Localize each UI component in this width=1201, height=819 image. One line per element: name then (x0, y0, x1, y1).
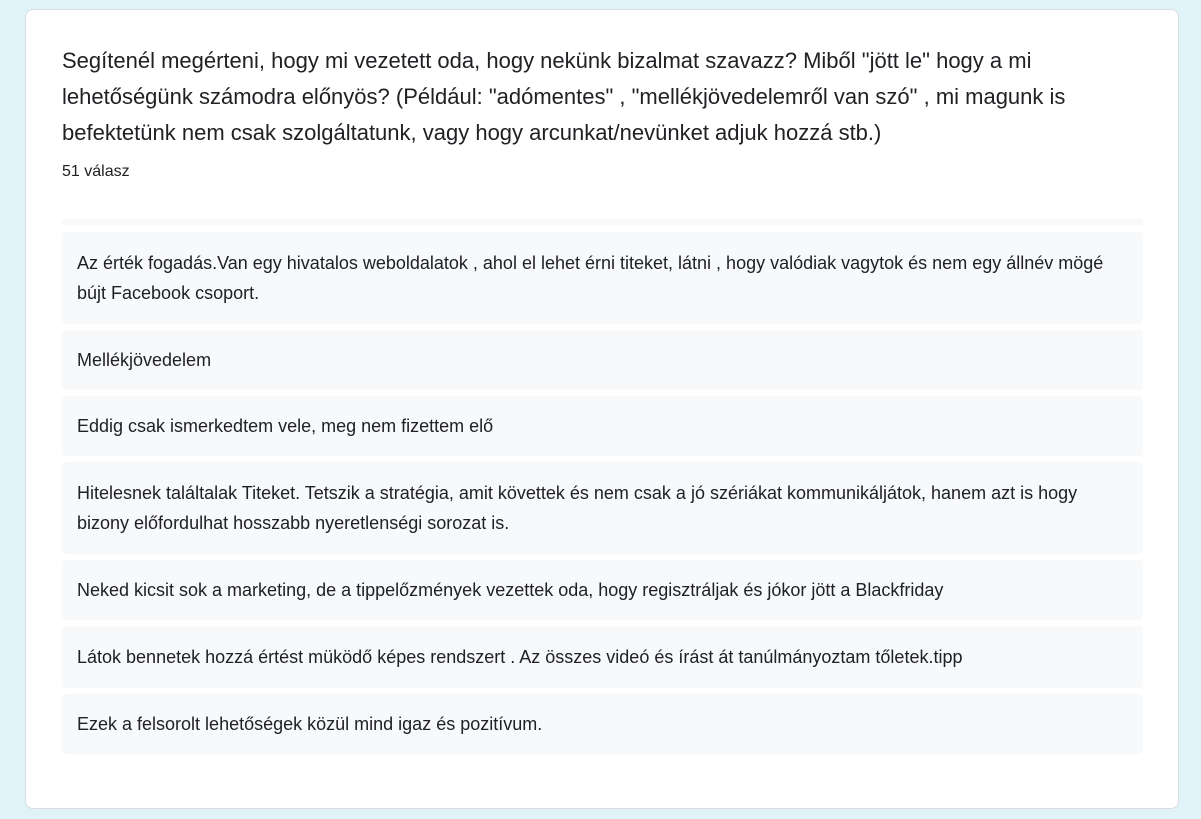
answer-item: Hitelesnek találtalak Titeket. Tetszik a stratégia, amit követtek és nem csak a jó szériákat kommunikáljátok, hanem azt is hogy bizony előfordulhat hosszabb nyeretlenségi sorozat is. (62, 462, 1143, 554)
answer-item: Eddig csak ismerkedtem vele, meg nem fizettem elő (62, 396, 1143, 456)
answer-item: Ezek a felsorolt lehetőségek közül mind igaz és pozitívum. (62, 694, 1143, 754)
answer-item: Neked kicsit sok a marketing, de a tippelőzmények vezettek oda, hogy regisztráljak és jókor jött a Blackfriday (62, 560, 1143, 620)
answer-item: Mellékjövedelem (62, 330, 1143, 390)
response-count: 51 válasz (62, 163, 130, 180)
list-scroll-edge (62, 219, 1143, 225)
answers-list[interactable] (62, 219, 1143, 819)
question-card (25, 9, 1179, 809)
answer-item: Az érték fogadás.Van egy hivatalos weboldalatok , ahol el lehet érni titeket, látni , hogy valódiak vagytok és nem egy állnév mögé bújt Facebook csoport. (62, 232, 1143, 324)
question-title: Segítenél megérteni, hogy mi vezetett oda, hogy nekünk bizalmat szavazz? Miből "jött le" hogy a mi lehetőségünk számodra előnyös? (Például: "adómentes" , "mellékjövedelemről van szó" , mi magunk is befektetünk nem csak szolgáltatunk, vagy hogy arcunkat/nevünket adjuk hozzá stb.) (62, 48, 1066, 145)
answer-item: Látok bennetek hozzá értést müködő képes rendszert . Az összes videó és írást át tanúlmányoztam tőletek.tipp (62, 626, 1143, 688)
